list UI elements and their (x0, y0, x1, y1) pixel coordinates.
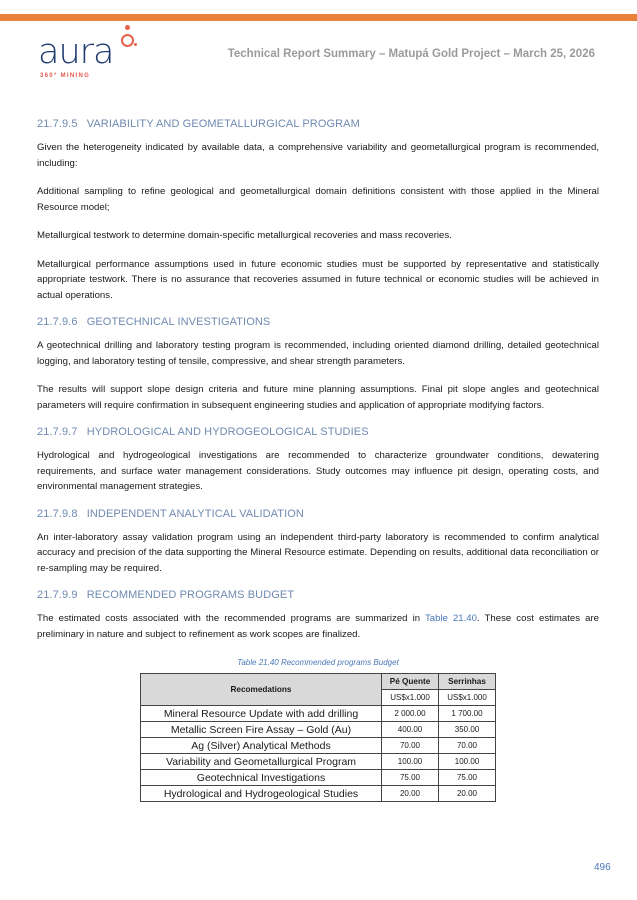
table-reference-link[interactable]: Table 21.40 (424, 613, 477, 624)
logo-ring-icon (121, 34, 134, 47)
row-label: Metallic Screen Fire Assay – Gold (Au) (141, 722, 382, 738)
table-row (141, 754, 496, 770)
value-cell: 350.00 (439, 722, 496, 738)
value-cell: 75.00 (439, 770, 496, 786)
column-header-pe-quente: Pé Quente (382, 674, 439, 690)
table-row (141, 786, 496, 802)
section-heading (37, 118, 599, 130)
value-cell: 20.00 (382, 786, 439, 802)
paragraph: Metallurgical performance assumptions used in future economic studies must be supported by representative and statistically appropriate testwork. There is no assurance that recoveries assumed in future technical or economic studies will be achieved in actual operations. (37, 258, 599, 301)
section-title: HYDROLOGICAL AND HYDROGEOLOGICAL STUDIES (86, 426, 369, 438)
section-title: GEOTECHNICAL INVESTIGATIONS (86, 316, 271, 328)
value-cell: 70.00 (439, 738, 496, 754)
logo-tagline: 360° MINING (40, 73, 91, 79)
row-label: Variability and Geometallurgical Program (141, 754, 382, 770)
value-cell: 100.00 (382, 754, 439, 770)
paragraph: An inter-laboratory assay validation program using an independent third-party laboratory is recommended to confirm analytical accuracy and precision of the data supporting the Mineral Resource estimate. Depending on results, additional data reconciliation or re-sampling may be required. (37, 531, 599, 574)
value-cell: 1 700.00 (439, 706, 496, 722)
section-title: INDEPENDENT ANALYTICAL VALIDATION (86, 507, 304, 520)
row-label: Mineral Resource Update with add drilling (141, 706, 382, 722)
logo-dot-icon (125, 25, 130, 30)
section-number: 21.7.9.5 (37, 118, 78, 130)
page-content (37, 118, 599, 802)
budget-table (140, 673, 496, 802)
paragraph: A geotechnical drilling and laboratory testing program is recommended, including oriented diamond drilling, detailed geotechnical logging, and laboratory testing of tensile, compressive, and shear strength parameters. (37, 340, 599, 367)
page-number: 496 (594, 862, 611, 873)
section-number: 21.7.9.9 (37, 589, 78, 601)
paragraph-text: The estimated costs associated with the recommended programs are summarized in (37, 613, 425, 624)
paragraph: Given the heterogeneity indicated by available data, a comprehensive variability and geometallurgical program is recommended, including: (37, 142, 599, 169)
paragraph-text: . These cost estimates are preliminary in nature and subject to refinement as work scopes are finalized. (37, 613, 599, 640)
section-heading (37, 508, 599, 520)
unit-cell: US$x1.000 (382, 690, 439, 706)
section-title: VARIABILITY AND GEOMETALLURGICAL PROGRAM (86, 118, 360, 130)
column-header-recommendations: Recomedations (141, 674, 382, 706)
value-cell: 70.00 (382, 738, 439, 754)
section-number: 21.7.9.7 (37, 426, 78, 438)
table-row (141, 722, 496, 738)
paragraph: The results will support slope design criteria and future mine planning assumptions. Final pit slope angles and geotechnical parameters will require confirmation in subsequent engineering studies and application of appropriate modifying factors. (37, 384, 599, 411)
row-label: Geotechnical Investigations (141, 770, 382, 786)
table-row (141, 738, 496, 754)
running-header-title: Technical Report Summary – Matupá Gold Project – March 25, 2026 (227, 48, 595, 60)
header-accent-bar (0, 14, 637, 21)
value-cell: 400.00 (382, 722, 439, 738)
unit-cell: US$x1.000 (439, 690, 496, 706)
table-caption: Table 21.40 Recommended programs Budget (237, 658, 399, 667)
column-header-serrinhas: Serrinhas (439, 674, 496, 690)
value-cell: 20.00 (439, 786, 496, 802)
table-header-row (141, 674, 496, 690)
section-number: 21.7.9.6 (37, 316, 78, 328)
value-cell: 100.00 (439, 754, 496, 770)
section-number: 21.7.9.8 (37, 507, 78, 520)
section-title: RECOMMENDED PROGRAMS BUDGET (86, 589, 295, 601)
paragraph: Additional sampling to refine geological and geometallurgical domain definitions consistent with those applied in the Mineral Resource model; (37, 186, 599, 213)
value-cell: 2 000.00 (382, 706, 439, 722)
section-heading (37, 426, 599, 438)
section-heading (37, 316, 599, 328)
logo-wordmark: aura (38, 32, 114, 72)
row-label: Hydrological and Hydrogeological Studies (141, 786, 382, 802)
section-heading (37, 589, 599, 601)
table-row (141, 770, 496, 786)
table-row (141, 706, 496, 722)
row-label: Ag (Silver) Analytical Methods (141, 738, 382, 754)
paragraph (37, 611, 599, 642)
company-logo (38, 24, 148, 86)
value-cell: 75.00 (382, 770, 439, 786)
paragraph: Hydrological and hydrogeological investigations are recommended to characterize groundwater conditions, dewatering requirements, and surface water management considerations. Study outcomes may influence pit design, operating costs, and environmental management strategies. (37, 450, 599, 492)
logo-dot-icon (134, 43, 137, 46)
paragraph: Metallurgical testwork to determine domain-specific metallurgical recoveries and mass recoveries. (37, 230, 452, 241)
